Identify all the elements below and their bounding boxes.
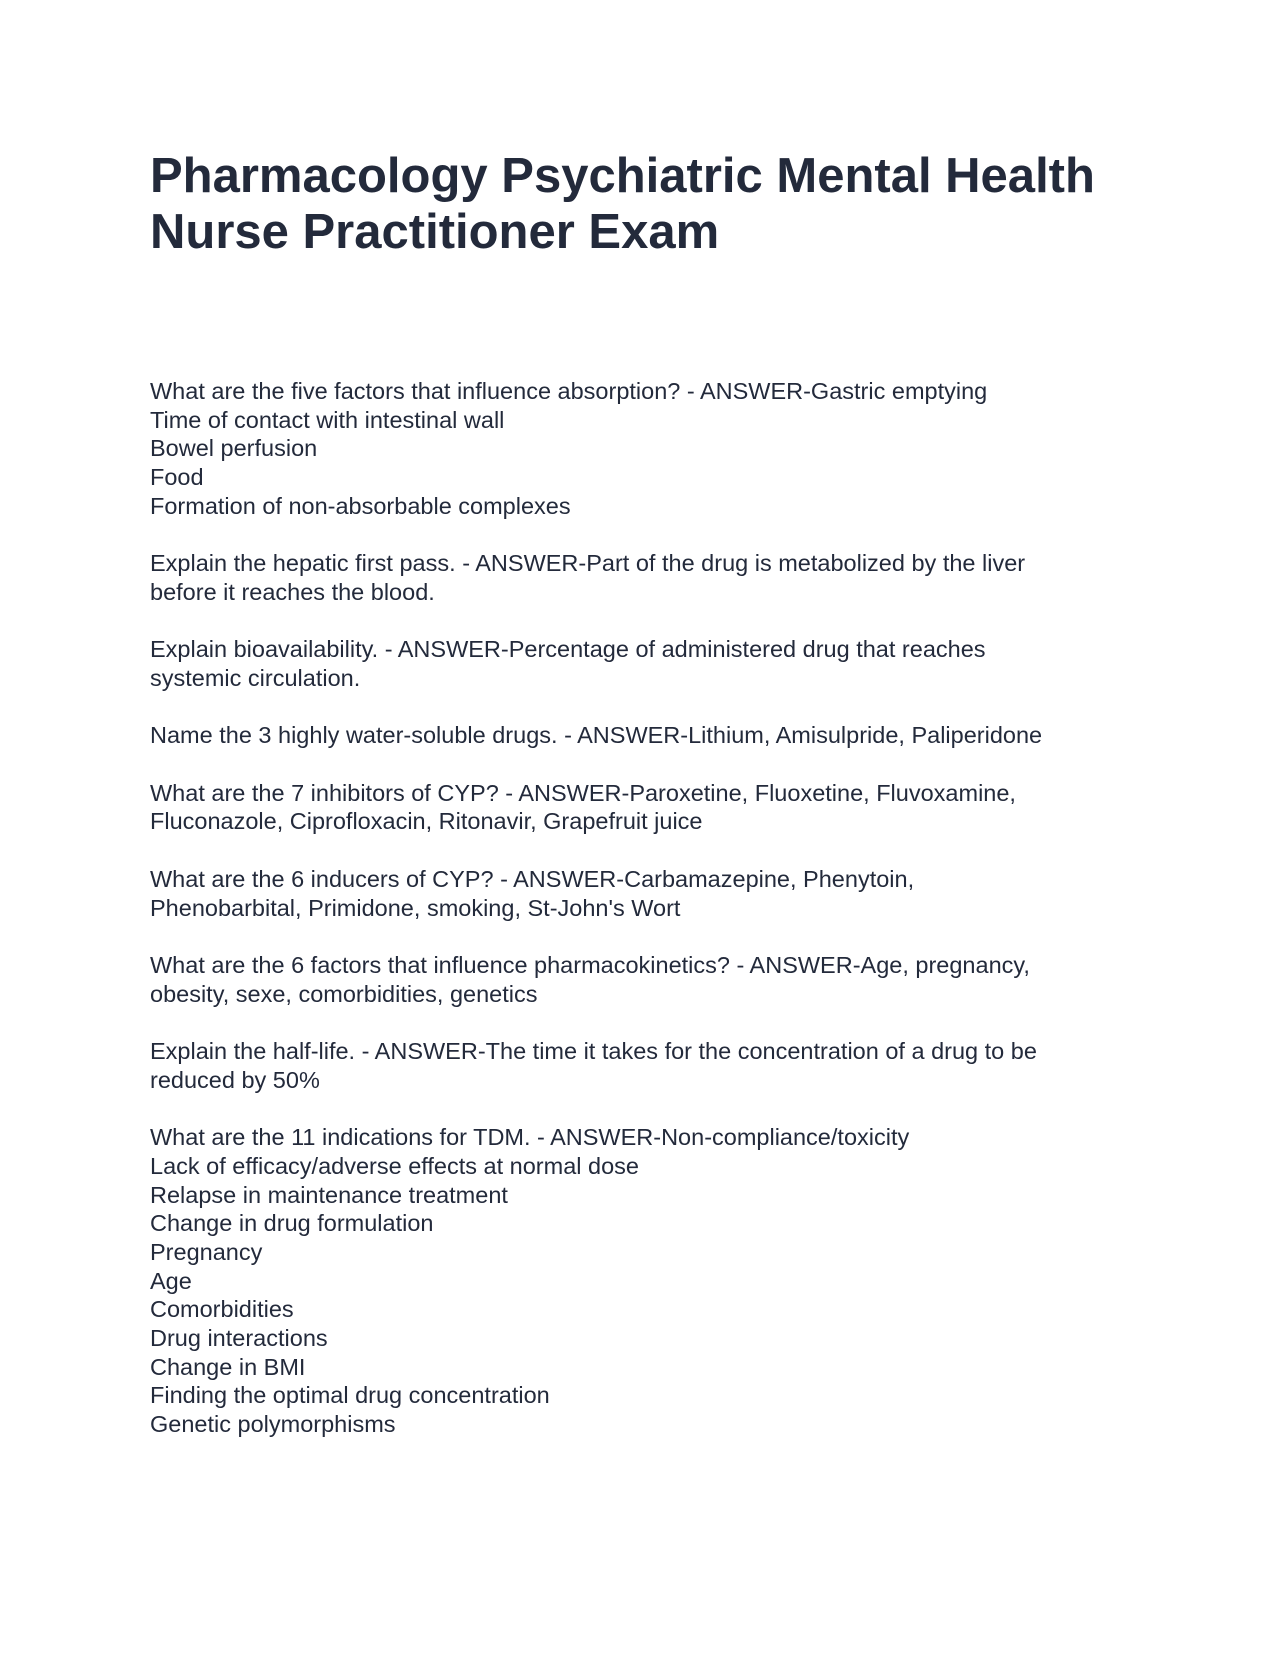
qa-item bbox=[150, 1037, 1130, 1094]
qa-answer-line: Pregnancy bbox=[150, 1238, 263, 1265]
qa-answer-line: Bowel perfusion bbox=[150, 435, 318, 462]
qa-answer-line: Comorbidities bbox=[150, 1296, 294, 1323]
qa-answer-line: Genetic polymorphisms bbox=[150, 1411, 396, 1438]
qa-item bbox=[150, 635, 1130, 692]
qa-answer-line: obesity, sexe, comorbidities, genetics bbox=[150, 980, 538, 1007]
qa-item bbox=[150, 951, 1130, 1008]
qa-answer-line: Lack of efficacy/adverse effects at normal dose bbox=[150, 1152, 639, 1179]
qa-answer-line: reduced by 50% bbox=[150, 1066, 320, 1093]
qa-item bbox=[150, 721, 1130, 750]
qa-question-line: Name the 3 highly water-soluble drugs. - ANSWER-Lithium, Amisulpride, Paliperidone bbox=[150, 722, 1043, 749]
qa-question-line: What are the 11 indications for TDM. - ANSWER-Non-compliance/toxicity bbox=[150, 1124, 910, 1151]
qa-question-line: Explain bioavailability. - ANSWER-Percentage of administered drug that reaches bbox=[150, 636, 986, 663]
qa-question-line: What are the five factors that influence absorption? - ANSWER-Gastric emptying bbox=[150, 378, 988, 404]
qa-item bbox=[150, 779, 1130, 836]
qa-answer-line: Formation of non-absorbable complexes bbox=[150, 492, 571, 519]
qa-question-line: Explain the half-life. - ANSWER-The time it takes for the concentration of a drug to be bbox=[150, 1038, 1037, 1065]
qa-answer-line: Food bbox=[150, 464, 204, 491]
qa-question-line: What are the 6 inducers of CYP? - ANSWER-Carbamazepine, Phenytoin, bbox=[150, 865, 915, 892]
qa-item bbox=[150, 377, 1130, 521]
qa-answer-line: Relapse in maintenance treatment bbox=[150, 1181, 508, 1208]
qa-answer-line: Change in drug formulation bbox=[150, 1210, 434, 1237]
qa-answer-line: Time of contact with intestinal wall bbox=[150, 406, 505, 433]
qa-answer-line: Phenobarbital, Primidone, smoking, St-John's Wort bbox=[150, 894, 681, 921]
qa-answer-line: before it reaches the blood. bbox=[150, 578, 435, 605]
qa-question-line: What are the 7 inhibitors of CYP? - ANSWER-Paroxetine, Fluoxetine, Fluvoxamine, bbox=[150, 779, 1016, 806]
qa-list bbox=[150, 377, 1130, 1468]
qa-answer-line: Change in BMI bbox=[150, 1353, 306, 1380]
qa-item bbox=[150, 865, 1130, 922]
qa-answer-line: Fluconazole, Ciprofloxacin, Ritonavir, Grapefruit juice bbox=[150, 808, 703, 835]
qa-answer-line: systemic circulation. bbox=[150, 665, 361, 691]
qa-item bbox=[150, 1123, 1130, 1439]
qa-answer-line: Drug interactions bbox=[150, 1325, 328, 1352]
qa-question-line: Explain the hepatic first pass. - ANSWER-Part of the drug is metabolized by the liver bbox=[150, 550, 1026, 577]
qa-item bbox=[150, 549, 1130, 606]
document-title: Pharmacology Psychiatric Mental Health Nurse Practitioner Exam bbox=[150, 149, 1095, 259]
qa-question-line: What are the 6 factors that influence pharmacokinetics? - ANSWER-Age, pregnancy, bbox=[150, 951, 1030, 978]
qa-answer-line: Age bbox=[150, 1267, 192, 1294]
qa-answer-line: Finding the optimal drug concentration bbox=[150, 1382, 550, 1409]
